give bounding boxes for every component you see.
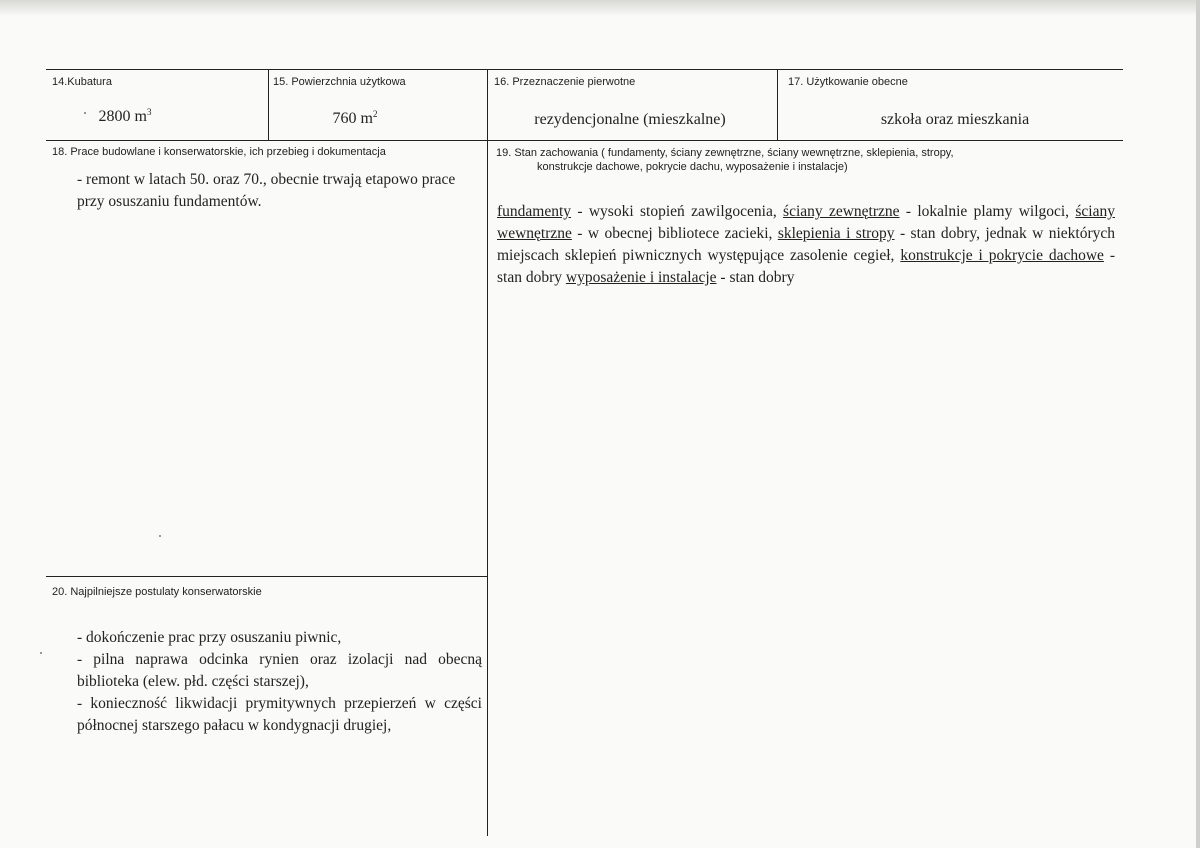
row1-bottom-border: [46, 140, 1123, 141]
scan-speck: [159, 535, 161, 537]
prace-budowlane-label: 18. Prace budowlane i konserwatorskie, ich przebieg i dokumentacja: [52, 146, 386, 158]
sklepienia-stropy-term: sklepienia i stropy: [777, 225, 895, 242]
postulaty-label: 20. Najpilniejsze postulaty konserwatorskie: [52, 586, 262, 598]
scan-speck: [40, 652, 42, 654]
section20-top-border: [46, 576, 488, 577]
stan-zachowania-label-line1: 19. Stan zachowania ( fundamenty, ściany zewnętrzne, ściany wewnętrzne, sklepienia, stropy,: [496, 147, 954, 159]
sciany-zewnetrzne-term: ściany zewnętrzne: [783, 203, 900, 220]
kubatura-label: 14.Kubatura: [52, 76, 112, 88]
stan-zachowania-label-line2: konstrukcje dachowe, pokrycie dachu, wyposażenie i instalacje): [537, 161, 848, 173]
uzytkowanie-label: 17. Użytkowanie obecne: [788, 76, 908, 88]
scan-edge-right: [1196, 0, 1200, 848]
stan-zachowania-text: fundamenty - wysoki stopień zawilgocenia, ściany zewnętrzne - lokalnie plamy wilgoci, ściany wewnętrzne - w obecnej bibliotece zacieki, sklepienia i stropy - stan dobry, jednak w niektórych miejscach sklepień piwnicznych występujące zasolenie cegieł, konstrukcje i pokrycie dachowe - stan dobry wyposażenie i instalacje - stan dobry: [497, 203, 1116, 286]
fundamenty-term: fundamenty: [497, 203, 572, 220]
uzytkowanie-value: szkoła oraz mieszkania: [880, 111, 1030, 128]
scan-speck: [84, 112, 86, 114]
kubatura-value: 2800 $m^3$: [98, 107, 152, 125]
wyposazenie-term: wyposażenie i instalacje: [565, 269, 717, 286]
przeznaczenie-value: rezydencjonalne (mieszkalne): [534, 111, 726, 128]
col-divider-14-15: [268, 69, 269, 140]
powierzchnia-label: 15. Powierzchnia użytkowa: [273, 76, 406, 88]
col-divider-16-17: [777, 69, 778, 140]
col-divider-15-16: [487, 69, 488, 836]
table-top-border: [46, 69, 1123, 70]
prace-budowlane-text: - remont w latach 50. oraz 70., obecnie trwają etapowo prace przy osuszaniu fundamentów.: [77, 171, 456, 210]
scan-edge: [0, 0, 1200, 16]
sciany-wewnetrzne-term: ściany wewnętrzne: [497, 203, 1115, 242]
przeznaczenie-label: 16. Przeznaczenie pierwotne: [494, 76, 636, 88]
postulat-item: - dokończenie prac przy osuszaniu piwnic,: [77, 629, 342, 646]
postulat-item: - konieczność likwidacji prymitywnych przepierzeń w części północnej starszego pałacu w kondygnacji drugiej,: [77, 695, 482, 734]
powierzchnia-value: 760 $m^2$: [332, 109, 378, 127]
konstrukcje-term: konstrukcje i pokrycie dachowe: [900, 247, 1104, 264]
postulat-item: - pilna naprawa odcinka rynien oraz izolacji nad obecną biblioteka (elew. płd. części starszej),: [77, 651, 482, 690]
postulaty-text: [77, 627, 482, 737]
